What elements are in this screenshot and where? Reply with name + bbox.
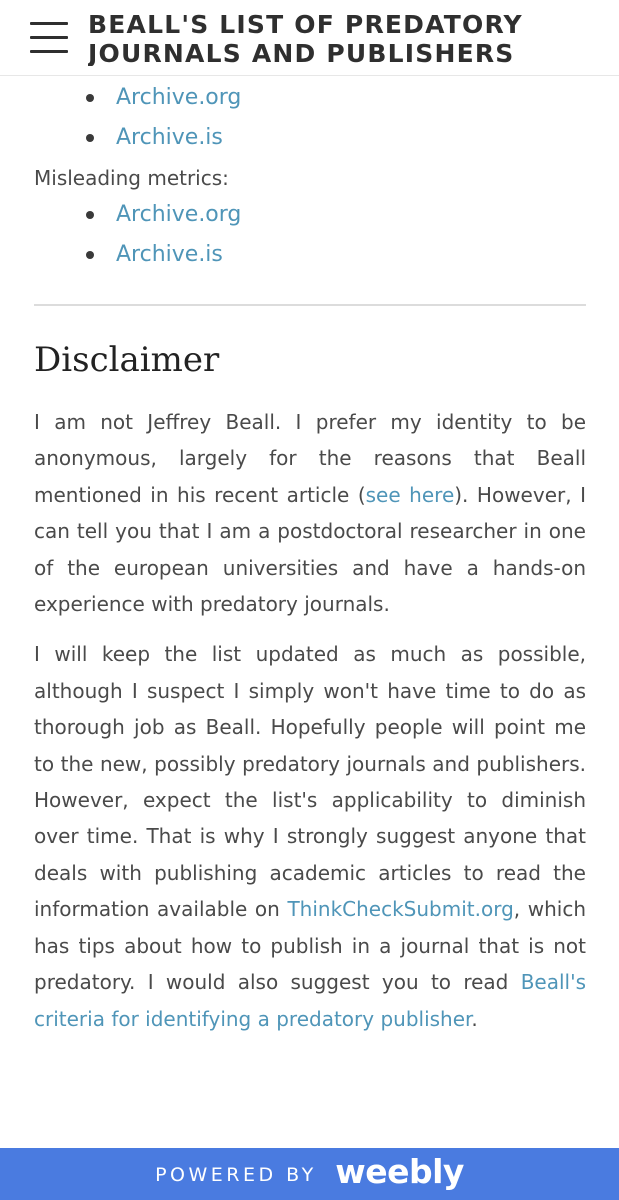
archive-links-list bbox=[34, 78, 586, 158]
thinkchecksubmit-link[interactable]: ThinkCheckSubmit.org bbox=[287, 897, 514, 922]
disclaimer-paragraph-1 bbox=[34, 404, 586, 622]
list-item bbox=[34, 235, 586, 275]
main-content bbox=[34, 76, 586, 1037]
hamburger-menu-icon[interactable] bbox=[30, 20, 70, 54]
weebly-logo[interactable]: weebly bbox=[335, 1152, 464, 1191]
list-item bbox=[34, 118, 586, 158]
paragraph-text: I am not Jeffrey Beall. I prefer my identity to be anonymous, largely for the reasons that Beall mentioned in his recent article ( bbox=[34, 410, 586, 507]
misleading-metrics-links-list bbox=[34, 195, 586, 275]
footer-inner bbox=[0, 1152, 619, 1191]
site-title[interactable]: BEALL'S LIST OF PREDATORY JOURNALS AND PUBLISHERS bbox=[88, 10, 523, 66]
paragraph-text: , which has tips about how to publish in a journal that is not predatory. I would also suggest you to read bbox=[34, 897, 587, 995]
disclaimer-paragraph-2 bbox=[34, 636, 586, 1036]
list-item bbox=[34, 78, 586, 118]
bullet-dot-icon bbox=[86, 134, 94, 142]
paragraph-text: . bbox=[471, 1006, 478, 1031]
metrics-archive-is-link[interactable]: Archive.is bbox=[116, 242, 223, 267]
paragraph-text: ). However, I can tell you that I am a postdoctoral researcher in one of the european universities and have a hands-on experience with predatory journals. bbox=[34, 482, 586, 617]
site-header bbox=[0, 0, 619, 76]
hamburger-bar bbox=[30, 22, 68, 25]
powered-by-footer[interactable] bbox=[0, 1148, 619, 1200]
see-here-link[interactable]: see here bbox=[365, 482, 455, 507]
section-divider bbox=[34, 304, 586, 306]
bullet-dot-icon bbox=[86, 211, 94, 219]
metrics-archive-org-link[interactable]: Archive.org bbox=[116, 202, 242, 227]
archive-is-link[interactable]: Archive.is bbox=[116, 125, 223, 150]
hamburger-bar bbox=[30, 50, 68, 53]
archive-org-link[interactable]: Archive.org bbox=[116, 85, 242, 110]
list-item bbox=[34, 195, 586, 235]
bullet-dot-icon bbox=[86, 94, 94, 102]
bullet-dot-icon bbox=[86, 251, 94, 259]
hamburger-bar bbox=[30, 36, 68, 39]
misleading-metrics-label: Misleading metrics: bbox=[34, 166, 229, 190]
paragraph-text: I will keep the list updated as much as possible, although I suspect I simply won't have time to do as thorough job as Beall. Hopefully people will point me to the new, possibly predatory journals and publishers. However, expect the list's applicability to diminish over time. That is why I strongly suggest anyone that deals with publishing academic articles to read the information available on bbox=[34, 642, 586, 922]
disclaimer-heading: Disclaimer bbox=[34, 340, 220, 380]
powered-by-label: POWERED BY bbox=[155, 1163, 317, 1186]
bealls-criteria-link[interactable]: Beall's criteria for identifying a predatory publisher bbox=[34, 970, 586, 1031]
